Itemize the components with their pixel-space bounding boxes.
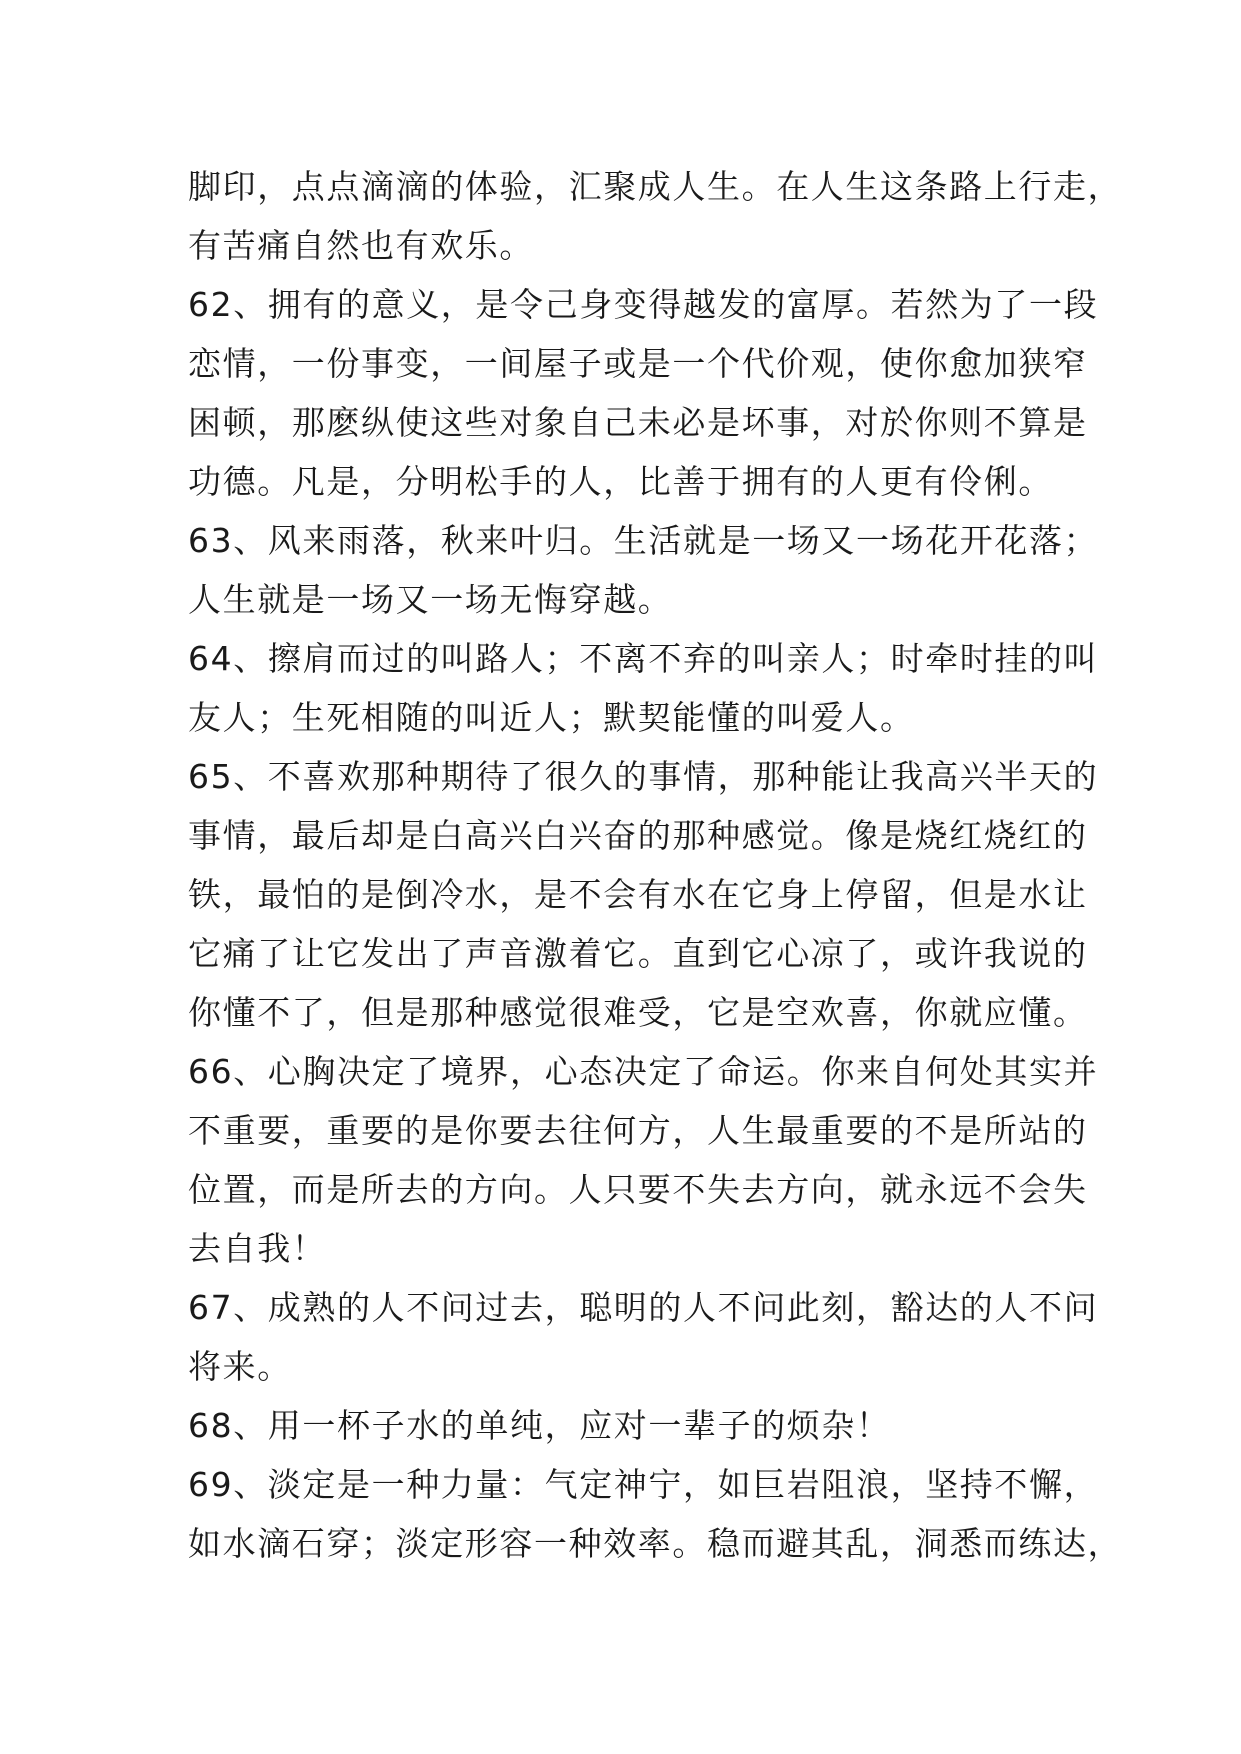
text-line: 如水滴石穿；淡定形容一种效率。稳而避其乱，洞悉而练达，: [188, 1524, 1123, 1563]
text-line: 67、成熟的人不问过去，聪明的人不问此刻，豁达的人不问: [188, 1288, 1099, 1327]
text-line: 62、拥有的意义，是令己身变得越发的富厚。若然为了一段: [188, 285, 1099, 324]
text-line: 你懂不了，但是那种感觉很难受，它是空欢喜，你就应懂。: [188, 993, 1088, 1032]
text-line: 63、风来雨落，秋来叶归。生活就是一场又一场花开花落；: [188, 521, 1099, 560]
text-line: 它痛了让它发出了声音激着它。直到它心凉了，或许我说的: [188, 934, 1088, 973]
text-line: 66、心胸决定了境界，心态决定了命运。你来自何处其实并: [188, 1052, 1099, 1091]
text-line: 恋情，一份事变，一间屋子或是一个代价观，使你愈加狭窄: [188, 344, 1088, 383]
text-line: 有苦痛自然也有欢乐。: [188, 226, 534, 265]
text-line: 69、淡定是一种力量：气定神宁，如巨岩阻浪，坚持不懈，: [188, 1465, 1099, 1504]
body-text: [188, 157, 1123, 1573]
text-line: 不重要，重要的是你要去往何方，人生最重要的不是所站的: [188, 1111, 1088, 1150]
text-line: 将来。: [188, 1347, 292, 1386]
text-line: 铁，最怕的是倒冷水，是不会有水在它身上停留，但是水让: [188, 875, 1088, 914]
text-line: 人生就是一场又一场无悔穿越。: [188, 580, 673, 619]
text-line: 64、擦肩而过的叫路人；不离不弃的叫亲人；时牵时挂的叫: [188, 639, 1099, 678]
text-line: 去自我！: [188, 1229, 327, 1268]
text-line: 事情，最后却是白高兴白兴奋的那种感觉。像是烧红烧红的: [188, 816, 1088, 855]
text-line: 困顿，那麽纵使这些对象自己未必是坏事，对於你则不算是: [188, 403, 1088, 442]
text-line: 脚印，点点滴滴的体验，汇聚成人生。在人生这条路上行走，: [188, 167, 1123, 206]
text-line: 友人；生死相随的叫近人；默契能懂的叫爱人。: [188, 698, 915, 737]
text-line: 68、用一杯子水的单纯，应对一辈子的烦杂！: [188, 1406, 891, 1445]
text-line: 功德。凡是，分明松手的人，比善于拥有的人更有伶俐。: [188, 462, 1053, 501]
text-line: 65、不喜欢那种期待了很久的事情，那种能让我高兴半天的: [188, 757, 1099, 796]
text-line: 位置，而是所去的方向。人只要不失去方向，就永远不会失: [188, 1170, 1088, 1209]
